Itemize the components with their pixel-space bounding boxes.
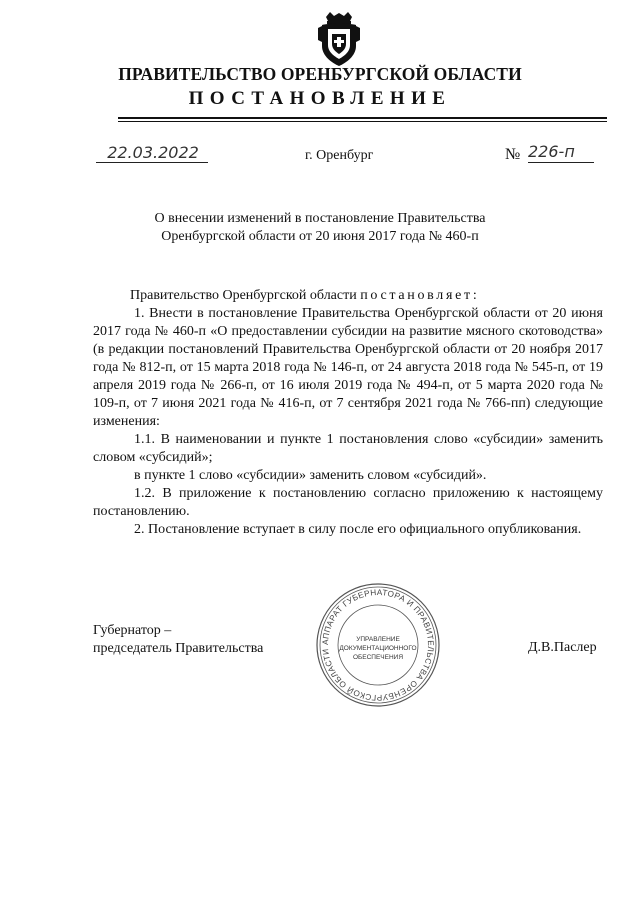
official-seal: [315, 580, 441, 710]
signatory-position: [93, 622, 263, 658]
subject-line-2: Оренбургской области от 20 июня 2017 года № 460-п: [161, 229, 479, 244]
document-number: 226-п: [528, 142, 575, 161]
intro-text: Правительство Оренбургской области: [130, 288, 361, 303]
paragraph-1-1b: в пункте 1 слово «субсидии» заменить словом «субсидий».: [134, 468, 487, 483]
seal-ring-text: АППАРАТ ГУБЕРНАТОРА И ПРАВИТЕЛЬСТВА ОРЕНБУРГСКОЙ ОБЛАСТИ: [320, 587, 436, 703]
subject-line-1: О внесении изменений в постановление Правительства: [154, 211, 486, 226]
paragraph-1-2: 1.2. В приложение к постановлению согласно приложению к настоящему постановлению.: [93, 486, 603, 519]
document-type-title: ПОСТАНОВЛЕНИЕ: [188, 88, 452, 109]
date-underline: [96, 162, 208, 163]
seal-center-line-3: ОБЕСПЕЧЕНИЯ: [352, 654, 404, 661]
document-subject: [0, 210, 640, 246]
document-body: [93, 287, 603, 539]
header-rule: [118, 117, 607, 119]
intro-resolves: постановляет:: [360, 288, 480, 303]
number-sign: №: [505, 146, 521, 163]
document-city: г. Оренбург: [305, 148, 374, 163]
document-date: 22.03.2022: [107, 143, 199, 162]
header-rule-thin: [118, 121, 607, 122]
government-title: ПРАВИТЕЛЬСТВО ОРЕНБУРГСКОЙ ОБЛАСТИ: [118, 64, 522, 84]
signatory-name: Д.В.Паслер: [528, 640, 597, 655]
number-underline: [528, 162, 594, 163]
paragraph-1: 1. Внести в постановление Правительства Оренбургской области от 20 июня 2017 года № 460-п «О предоставлении субсидии на развитие мясного скотоводства» (в редакции постановлений Правительства Оренбургской области от 20 ноября 2017 года № 812-п, от 15 марта 2018 года № 146-п, от 24 августа 2018 года № 545-п, от 19 апреля 2019 года № 266-п, от 16 июля 2019 года № 494-п, от 5 марта 2020 года № 109-п, от 7 июня 2021 года № 416-п, от 7 сентября 2021 года № 766-пп) следующие изменения:: [93, 306, 603, 429]
seal-center-line-1: УПРАВЛЕНИЕ: [356, 636, 400, 643]
paragraph-1-1: 1.1. В наименовании и пункте 1 постановления слово «субсидии» заменить словом «субсидий»;: [93, 432, 603, 465]
paragraph-2: 2. Постановление вступает в силу после его официального опубликования.: [134, 522, 582, 537]
seal-center-line-2: ДОКУМЕНТАЦИОННОГО: [339, 645, 417, 652]
intro-paragraph: [93, 287, 603, 305]
position-line-1: Губернатор –: [93, 623, 172, 638]
position-line-2: председатель Правительства: [93, 641, 264, 656]
coat-of-arms-icon: [318, 12, 360, 66]
